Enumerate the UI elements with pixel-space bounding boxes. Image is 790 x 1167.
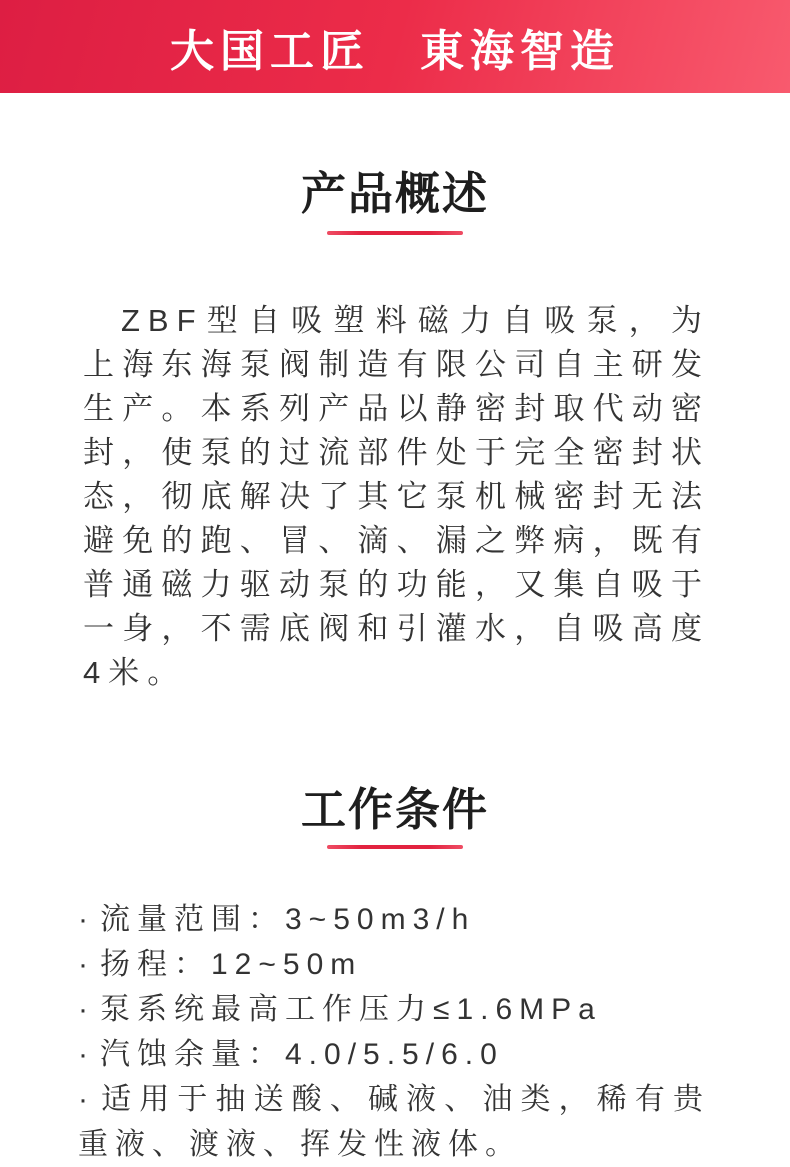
spec-list — [78, 897, 710, 1167]
bullet-dot-icon: · — [78, 1038, 88, 1071]
spec-item-text: 适用于抽送酸、碱液、油类，稀有贵重液、渡液、挥发性液体。 — [78, 1083, 710, 1161]
spec-item-text: 流量范围：3~50m3/h — [100, 903, 476, 936]
bullet-dot-icon: · — [78, 903, 88, 936]
header-banner — [0, 0, 790, 93]
overview-section-title: 产品概述 — [300, 168, 489, 219]
bullet-dot-icon: · — [78, 948, 88, 981]
section-working-conditions — [0, 784, 790, 1167]
overview-paragraph: ZBF型自吸塑料磁力自吸泵，为上海东海泵阀制造有限公司自主研发生产。本系列产品以静密封取代动密封，使泵的过流部件处于完全密封状态，彻底解决了其它泵机械密封无法避免的跑、冒、滴、漏之弊病，既有普通磁力驱动泵的功能，又集自吸于一身，不需底阀和引灌水，自吸高度4米。 — [83, 303, 710, 690]
banner-title: 大国工匠 東海智造 — [170, 26, 620, 76]
spec-item-head — [78, 942, 710, 987]
section-overview — [0, 168, 790, 695]
spec-item-flow-range — [78, 897, 710, 942]
spec-item-npsh — [78, 1032, 710, 1077]
spec-item-text: 扬程：12~50m — [100, 948, 363, 981]
conditions-section-title: 工作条件 — [300, 784, 489, 835]
bullet-dot-icon: · — [78, 993, 88, 1026]
spec-item-max-pressure — [78, 987, 710, 1032]
bullet-dot-icon: · — [78, 1083, 88, 1116]
spec-item-text: 汽蚀余量：4.0/5.5/6.0 — [100, 1038, 504, 1071]
spec-item-text: 泵系统最高工作压力≤1.6MPa — [100, 993, 602, 1026]
conditions-title-underline — [327, 845, 463, 849]
overview-title-underline — [327, 231, 463, 235]
